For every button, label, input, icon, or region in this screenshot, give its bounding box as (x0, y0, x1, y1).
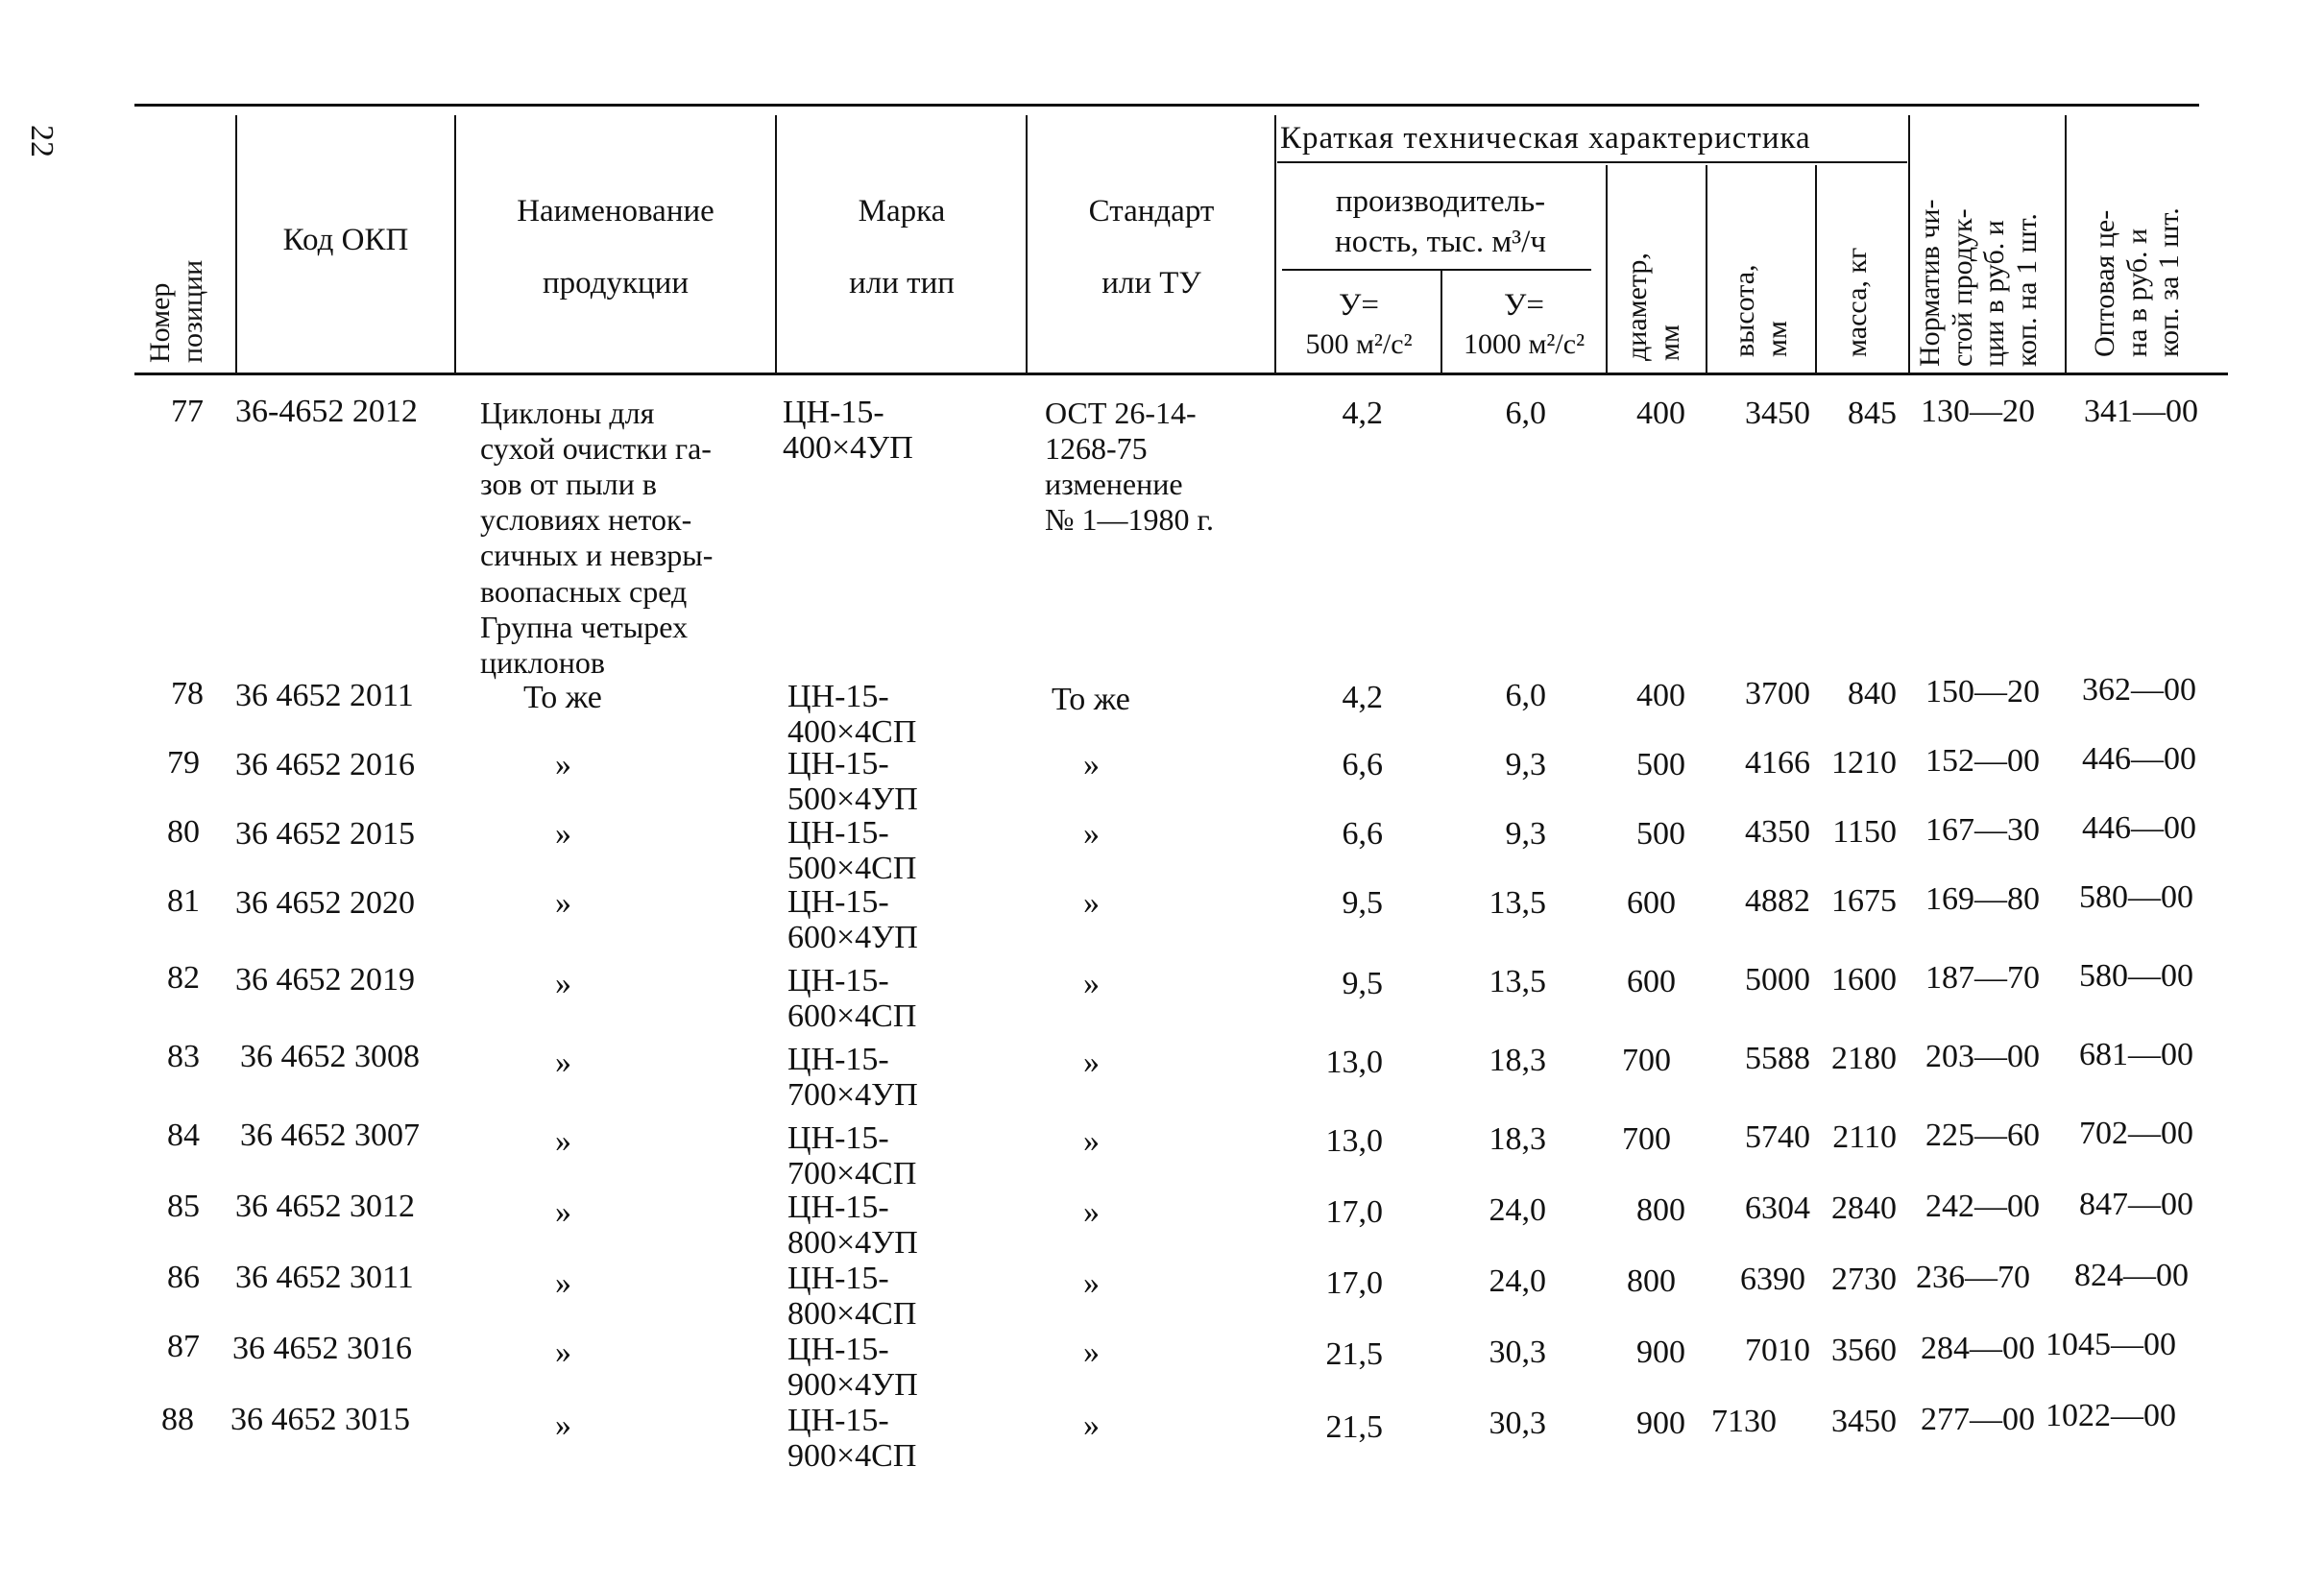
cell-std: » (1083, 1123, 1100, 1159)
cell-p500: 21,5 (1325, 1336, 1383, 1372)
cell-norm: 225—60 (1925, 1118, 2040, 1153)
header-std-2: или ТУ (1101, 266, 1201, 301)
page-number: 22 (24, 125, 60, 157)
cell-mass: 1210 (1831, 745, 1897, 781)
sep-pos-okp (235, 115, 237, 373)
header-height: высота, мм (1729, 264, 1793, 357)
cell-brand: ЦН-15- 700×4СП (787, 1120, 917, 1191)
cell-p1000: 30,3 (1489, 1335, 1546, 1370)
cell-okp: 36 4652 2015 (235, 816, 415, 852)
cell-brand: ЦН-15- 800×4УП (787, 1190, 918, 1261)
top-rule (134, 104, 2199, 107)
cell-height: 4166 (1745, 745, 1810, 781)
group-title-rule (1277, 161, 1907, 163)
cell-p1000: 30,3 (1489, 1406, 1546, 1441)
cell-price: 580—00 (2079, 958, 2193, 994)
cell-pos: 87 (167, 1329, 200, 1364)
cell-height: 7010 (1745, 1333, 1810, 1368)
cell-p1000: 9,3 (1505, 816, 1546, 852)
cell-brand: ЦН-15- 400×4СП (787, 679, 917, 750)
cell-pos: 86 (167, 1260, 200, 1295)
cell-diam: 400 (1636, 678, 1685, 713)
cell-norm: 187—70 (1925, 960, 2040, 996)
sep-height-mass (1815, 165, 1817, 373)
cell-p500: 4,2 (1342, 396, 1383, 431)
cell-diam: 800 (1627, 1263, 1676, 1299)
cell-std: То же (1052, 682, 1130, 717)
cell-name: » (555, 1265, 571, 1301)
cell-height: 6390 (1740, 1262, 1805, 1297)
cell-mass: 2110 (1832, 1119, 1897, 1155)
header-perf-a-1: У= (1339, 288, 1379, 323)
cell-norm: 152—00 (1925, 743, 2040, 779)
cell-diam: 800 (1636, 1192, 1685, 1228)
header-name-1: Наименование (517, 194, 714, 228)
cell-mass: 845 (1848, 396, 1897, 431)
cell-price: 362—00 (2082, 672, 2196, 708)
cell-price: 824—00 (2074, 1258, 2189, 1293)
cell-norm: 242—00 (1925, 1189, 2040, 1224)
cell-std: » (1083, 966, 1100, 1001)
cell-norm: 169—80 (1925, 881, 2040, 917)
cell-name: » (555, 1335, 571, 1370)
cell-p1000: 9,3 (1505, 747, 1546, 782)
header-perf-2: ность, тыс. м³/ч (1335, 225, 1546, 259)
cell-name: » (555, 885, 571, 921)
cell-height: 5588 (1745, 1041, 1810, 1076)
cell-diam: 700 (1622, 1043, 1671, 1078)
cell-mass: 2730 (1831, 1262, 1897, 1297)
cell-std: » (1083, 885, 1100, 921)
cell-diam: 600 (1627, 964, 1676, 999)
cell-okp: 36 4652 3016 (232, 1331, 412, 1366)
cell-norm: 130—20 (1921, 394, 2035, 429)
cell-mass: 1600 (1831, 962, 1897, 998)
cell-diam: 700 (1622, 1121, 1671, 1157)
cell-p1000: 6,0 (1505, 678, 1546, 713)
cell-height: 4882 (1745, 883, 1810, 919)
cell-diam: 400 (1636, 396, 1685, 431)
header-pos: Номер позиции (144, 259, 208, 363)
cell-brand: ЦН-15- 600×4СП (787, 963, 917, 1034)
cell-height: 3450 (1745, 396, 1810, 431)
sep-diam-height (1706, 165, 1707, 373)
cell-okp: 36 4652 3011 (235, 1260, 414, 1295)
cell-p1000: 24,0 (1489, 1192, 1546, 1228)
cell-price: 681—00 (2079, 1037, 2193, 1072)
cell-p500: 6,6 (1342, 816, 1383, 852)
cell-p500: 21,5 (1325, 1409, 1383, 1445)
header-norm: Норматив чи- стой продук- ции в руб. и коп. на 1 шт. (1914, 199, 2043, 367)
cell-brand: ЦН-15- 400×4УП (783, 395, 913, 466)
cell-pos: 80 (167, 814, 200, 850)
cell-price: 580—00 (2079, 879, 2193, 915)
header-std-1: Стандарт (1088, 194, 1215, 228)
cell-pos: 82 (167, 960, 200, 996)
cell-mass: 840 (1848, 676, 1897, 711)
cell-name: » (555, 966, 571, 1001)
cell-price: 1022—00 (2046, 1398, 2176, 1433)
cell-p1000: 6,0 (1505, 396, 1546, 431)
header-group-title: Краткая техническая характеристика (1280, 121, 1811, 156)
header-price: Оптовая це- на в руб. и коп. за 1 шт. (2089, 207, 2186, 357)
cell-mass: 2840 (1831, 1190, 1897, 1226)
cell-p500: 13,0 (1325, 1123, 1383, 1159)
cell-pos: 83 (167, 1039, 200, 1074)
cell-p1000: 24,0 (1489, 1263, 1546, 1299)
cell-name: » (555, 1194, 571, 1230)
cell-diam: 900 (1636, 1335, 1685, 1370)
cell-brand: ЦН-15- 800×4СП (787, 1261, 917, 1332)
cell-std: » (1083, 1335, 1100, 1370)
cell-name: » (555, 816, 571, 852)
cell-std: » (1083, 816, 1100, 852)
header-name-2: продукции (542, 266, 689, 301)
cell-height: 7130 (1711, 1404, 1777, 1439)
cell-p500: 17,0 (1325, 1194, 1383, 1230)
cell-p500: 4,2 (1342, 680, 1383, 715)
cell-diam: 600 (1627, 885, 1676, 921)
sep-mass-norm (1908, 115, 1910, 373)
cell-mass: 3560 (1831, 1333, 1897, 1368)
cell-p500: 9,5 (1342, 966, 1383, 1001)
cell-norm: 236—70 (1916, 1260, 2030, 1295)
cell-std: ОСТ 26-14- 1268-75 изменение № 1—1980 г. (1045, 396, 1215, 538)
cell-price: 446—00 (2082, 741, 2196, 777)
cell-norm: 203—00 (1925, 1039, 2040, 1074)
cell-height: 3700 (1745, 676, 1810, 711)
cell-diam: 500 (1636, 747, 1685, 782)
cell-p500: 9,5 (1342, 885, 1383, 921)
header-perf-a-2: 500 м²/с² (1305, 328, 1413, 360)
cell-pos: 77 (171, 394, 204, 429)
cell-p1000: 13,5 (1489, 964, 1546, 999)
header-perf-b-1: У= (1504, 288, 1544, 323)
cell-mass: 3450 (1831, 1404, 1897, 1439)
cell-name: » (555, 1123, 571, 1159)
sep-name-brand (775, 115, 777, 373)
cell-mass: 1150 (1832, 814, 1897, 850)
cell-std: » (1083, 1265, 1100, 1301)
cell-brand: ЦН-15- 900×4УП (787, 1332, 918, 1403)
cell-std: » (1083, 1194, 1100, 1230)
cell-name: То же (523, 680, 602, 715)
cell-price: 847—00 (2079, 1187, 2193, 1222)
cell-price: 446—00 (2082, 810, 2196, 846)
header-brand-2: или тип (849, 266, 955, 301)
sep-okp-name (454, 115, 456, 373)
cell-std: » (1083, 1407, 1100, 1443)
cell-p1000: 13,5 (1489, 885, 1546, 921)
cell-p500: 17,0 (1325, 1265, 1383, 1301)
sep-std-group (1274, 115, 1276, 373)
cell-okp: 36 4652 3012 (235, 1189, 415, 1224)
cell-brand: ЦН-15- 700×4УП (787, 1042, 918, 1113)
cell-okp: 36 4652 3008 (240, 1039, 420, 1074)
cell-p500: 13,0 (1325, 1045, 1383, 1080)
cell-height: 4350 (1745, 814, 1810, 850)
cell-name: » (555, 747, 571, 782)
header-okp: Код ОКП (282, 223, 409, 257)
cell-pos: 79 (167, 745, 200, 781)
perf-rule (1282, 269, 1591, 271)
cell-pos: 81 (167, 883, 200, 919)
cell-okp: 36-4652 2012 (235, 394, 418, 429)
cell-okp: 36 4652 2019 (235, 962, 415, 998)
cell-mass: 2180 (1831, 1041, 1897, 1076)
cell-brand: ЦН-15- 600×4УП (787, 884, 918, 955)
header-diam: диаметр, мм (1621, 252, 1685, 361)
cell-name: » (555, 1045, 571, 1080)
cell-diam: 500 (1636, 816, 1685, 852)
cell-mass: 1675 (1831, 883, 1897, 919)
cell-norm: 150—20 (1925, 674, 2040, 709)
header-perf-1: производитель- (1335, 184, 1546, 219)
cell-norm: 277—00 (1921, 1402, 2035, 1437)
cell-pos: 85 (167, 1189, 200, 1224)
cell-brand: ЦН-15- 900×4СП (787, 1403, 917, 1474)
cell-p500: 6,6 (1342, 747, 1383, 782)
cell-name: » (555, 1407, 571, 1443)
cell-price: 341—00 (2084, 394, 2198, 429)
cell-price: 1045—00 (2046, 1327, 2176, 1362)
cell-p1000: 18,3 (1489, 1121, 1546, 1157)
cell-height: 6304 (1745, 1190, 1810, 1226)
header-bottom-rule (134, 373, 2228, 375)
header-perf-b-2: 1000 м²/с² (1463, 328, 1586, 360)
cell-okp: 36 4652 3007 (240, 1118, 420, 1153)
cell-name: Циклоны для сухой очистки га- зов от пыли в условиях неток- сичных и невзры- воопасных сред Групна четырех циклонов (480, 396, 714, 680)
cell-price: 702—00 (2079, 1116, 2193, 1151)
cell-pos: 78 (171, 676, 204, 711)
cell-pos: 84 (167, 1118, 200, 1153)
cell-height: 5000 (1745, 962, 1810, 998)
cell-brand: ЦН-15- 500×4СП (787, 815, 917, 886)
header-brand-1: Марка (858, 194, 946, 228)
cell-brand: ЦН-15- 500×4УП (787, 746, 918, 817)
sep-perf-diam (1606, 165, 1608, 373)
cell-norm: 284—00 (1921, 1331, 2035, 1366)
cell-diam: 900 (1636, 1406, 1685, 1441)
sep-norm-price (2065, 115, 2067, 373)
header-mass: масса, кг (1841, 247, 1873, 357)
sep-brand-std (1026, 115, 1028, 373)
cell-okp: 36 4652 2020 (235, 885, 415, 921)
cell-okp: 36 4652 2011 (235, 678, 414, 713)
cell-p1000: 18,3 (1489, 1043, 1546, 1078)
cell-okp: 36 4652 2016 (235, 747, 415, 782)
cell-std: » (1083, 1045, 1100, 1080)
cell-okp: 36 4652 3015 (230, 1402, 410, 1437)
cell-height: 5740 (1745, 1119, 1810, 1155)
cell-pos: 88 (161, 1402, 194, 1437)
cell-std: » (1083, 747, 1100, 782)
cell-norm: 167—30 (1925, 812, 2040, 848)
